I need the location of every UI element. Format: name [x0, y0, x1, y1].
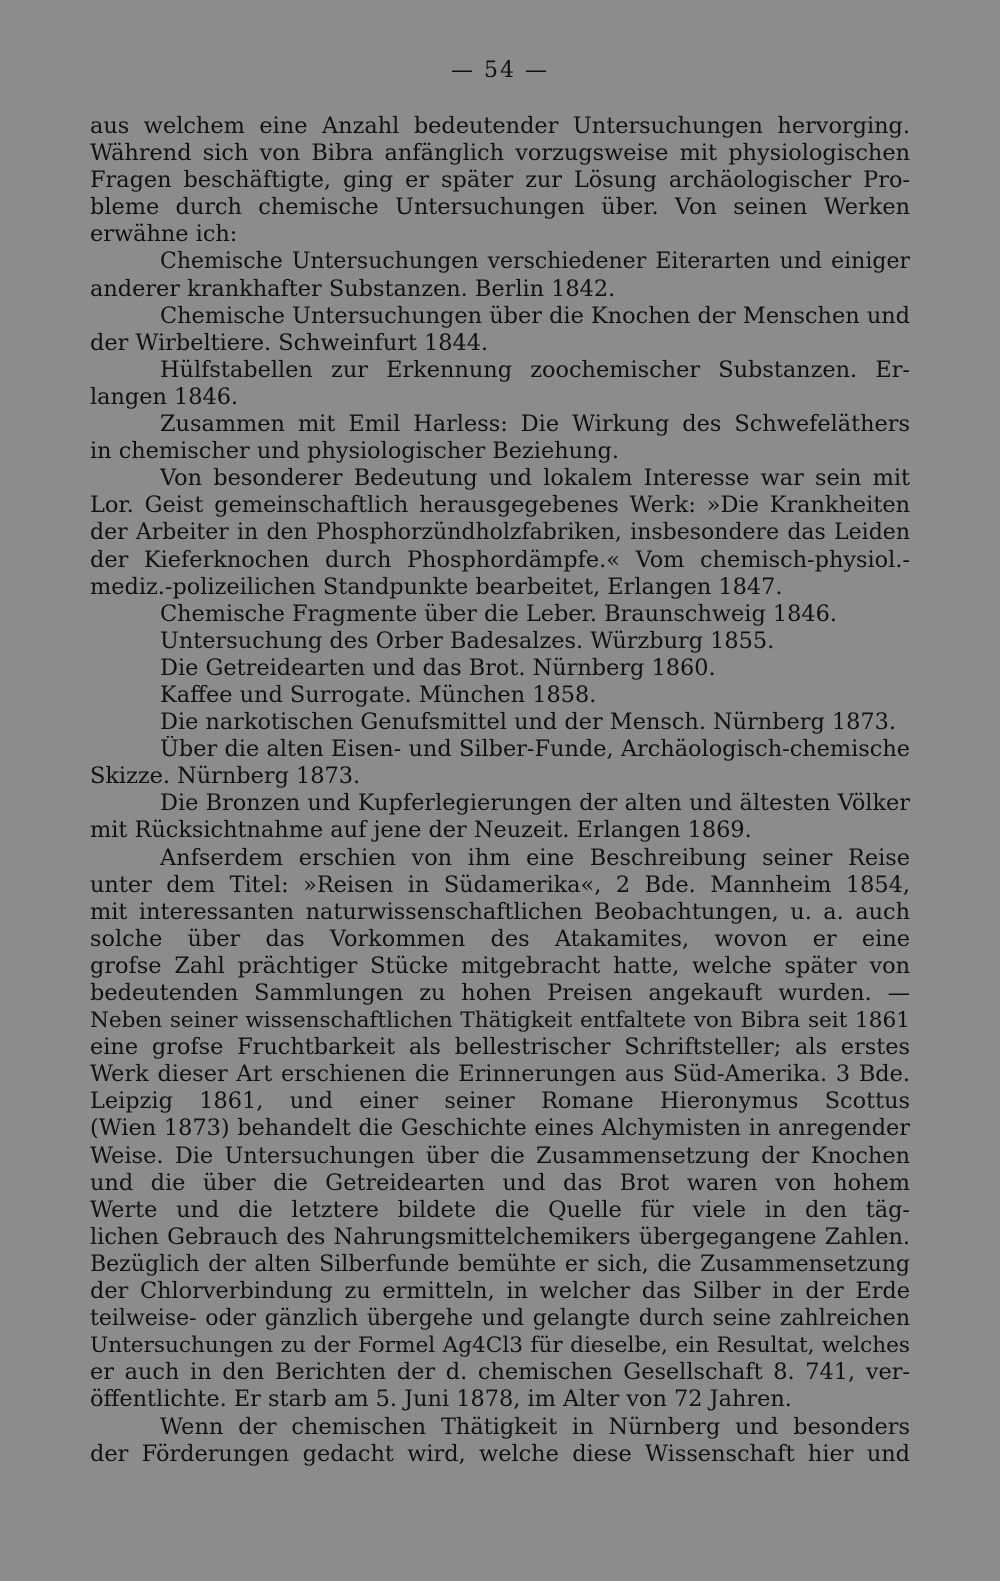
paragraph-biography: [90, 845, 910, 1414]
text-line: Hülfstabellen zur Erkennung zoochemischer Substanzen. Er-: [160, 356, 910, 383]
text-line: Leipzig 1861, und einer seiner Romane Hieronymus Scottus: [90, 1088, 910, 1115]
text-line: Untersuchung des Orber Badesalzes. Würzburg 1855.: [160, 627, 775, 654]
text-line: mit interessanten naturwissenschaftlichen Beobachtungen, u. a. auch: [90, 898, 910, 925]
text-line: anderer krankhafter Substanzen. Berlin 1842.: [90, 275, 616, 302]
text-line: bleme durch chemische Untersuchungen über. Von seinen Werken: [90, 194, 910, 221]
text-line: Weise. Die Untersuchungen über die Zusammensetzung der Knochen: [90, 1142, 910, 1169]
work-entry: [90, 682, 910, 709]
text-line: lichen Gebrauch des Nahrungsmittelchemikers übergegangene Zahlen.: [90, 1223, 910, 1250]
text-line: mediz.-polizeilichen Standpunkte bearbeitet, Erlangen 1847.: [90, 573, 783, 600]
text-line: Von besonderer Bedeutung und lokalem Interesse war sein mit: [160, 465, 910, 492]
body-text: [90, 113, 910, 1468]
text-line: in chemischer und physiologischer Beziehung.: [90, 438, 619, 465]
paragraph-phosphor: [90, 465, 910, 600]
text-line: Die Getreidearten und das Brot. Nürnberg 1860.: [160, 654, 716, 681]
text-line: der Kieferknochen durch Phosphordämpfe.« Vom chemisch-physiol.-: [90, 546, 910, 573]
page-number: — 54 —: [451, 58, 549, 83]
text-line: Die Bronzen und Kupferlegierungen der alten und ältesten Völker: [160, 790, 910, 817]
text-line: Untersuchungen zu der Formel Ag4Cl3 für dieselbe, ein Resultat, welches: [90, 1333, 910, 1359]
text-line: Anfserdem erschien von ihm eine Beschreibung seiner Reise: [160, 844, 910, 871]
work-entry: [90, 709, 910, 736]
text-line: Bezüglich der alten Silberfunde bemühte er sich, die Zusammensetzung: [90, 1251, 910, 1277]
text-line: öffentlichte. Er starb am 5. Juni 1878, im Alter von 72 Jahren.: [90, 1386, 792, 1413]
work-entry: [90, 248, 910, 302]
text-line: Die narkotischen Genufsmittel und der Mensch. Nürnberg 1873.: [160, 709, 897, 736]
text-line: Chemische Untersuchungen über die Knochen der Menschen und: [160, 302, 910, 329]
text-line: er auch in den Berichten der d. chemischen Gesellschaft 8. 741, ver-: [90, 1359, 910, 1386]
text-line: und die über die Getreidearten und das Brot waren von hohem: [90, 1169, 910, 1196]
text-line: Fragen beschäftigte, ging er später zur Lösung archäologischer Pro-: [90, 167, 910, 194]
text-line: bedeutenden Sammlungen zu hohen Preisen angekauft wurden. —: [90, 980, 910, 1006]
text-line: teilweise- oder gänzlich übergehe und gelangte durch seine zahlreichen: [90, 1306, 910, 1332]
text-line: Wenn der chemischen Thätigkeit in Nürnberg und besonders: [160, 1413, 910, 1440]
text-line: aus welchem eine Anzahl bedeutender Untersuchungen hervorging.: [90, 113, 910, 139]
paragraph-closing: [90, 1414, 910, 1468]
text-line: (Wien 1873) behandelt die Geschichte eines Alchymisten in anregender: [90, 1115, 910, 1142]
work-entry: [90, 628, 910, 655]
work-entry: [90, 790, 910, 844]
text-line: unter dem Titel: »Reisen in Südamerika«, 2 Bde. Mannheim 1854,: [90, 871, 910, 898]
text-line: solche über das Vorkommen des Atakamites, wovon er eine: [90, 925, 910, 952]
text-line: Neben seiner wissenschaftlichen Thätigkeit entfaltete von Bibra seit 1861: [90, 1008, 910, 1034]
text-line: der Arbeiter in den Phosphorzündholzfabriken, insbesondere das Leiden: [90, 520, 910, 546]
text-line: Werte und die letztere bildete die Quelle für viele in den täg-: [90, 1196, 910, 1223]
work-entry: [90, 357, 910, 411]
text-line: Kaffee und Surrogate. München 1858.: [160, 681, 597, 708]
text-line: Zusammen mit Emil Harless: Die Wirkung des Schwefeläthers: [160, 411, 910, 438]
paragraph-intro: [90, 113, 910, 248]
text-line: der Chlorverbindung zu ermitteln, in welcher das Silber in der Erde: [90, 1278, 910, 1305]
text-line: der Förderungen gedacht wird, welche diese Wissenschaft hier und: [90, 1440, 910, 1467]
text-line: grofse Zahl prächtiger Stücke mitgebracht hatte, welche später von: [90, 952, 910, 979]
text-line: Während sich von Bibra anfänglich vorzugsweise mit physiologischen: [90, 140, 910, 167]
text-line: Skizze. Nürnberg 1873.: [90, 763, 361, 790]
work-entry: [90, 411, 910, 465]
work-entry: [90, 736, 910, 790]
text-line: eine grofse Fruchtbarkeit als bellestrischer Schriftsteller; als erstes: [90, 1034, 910, 1061]
text-line: mit Rücksichtnahme auf jene der Neuzeit. Erlangen 1869.: [90, 817, 752, 844]
text-line: Werk dieser Art erschienen die Erinnerungen aus Süd-Amerika. 3 Bde.: [90, 1061, 910, 1088]
text-line: erwähne ich:: [90, 221, 238, 248]
text-line: langen 1846.: [90, 383, 239, 410]
text-line: Lor. Geist gemeinschaftlich herausgegebenes Werk: »Die Krankheiten: [90, 492, 910, 519]
work-entry: [90, 601, 910, 628]
work-entry: [90, 303, 910, 357]
text-line: der Wirbeltiere. Schweinfurt 1844.: [90, 329, 489, 356]
text-line: Chemische Untersuchungen verschiedener Eiterarten und einiger: [160, 249, 910, 275]
text-line: Über die alten Eisen- und Silber-Funde, Archäologisch-chemische: [160, 736, 910, 763]
text-line: Chemische Fragmente über die Leber. Braunschweig 1846.: [160, 600, 837, 627]
work-entry: [90, 655, 910, 682]
